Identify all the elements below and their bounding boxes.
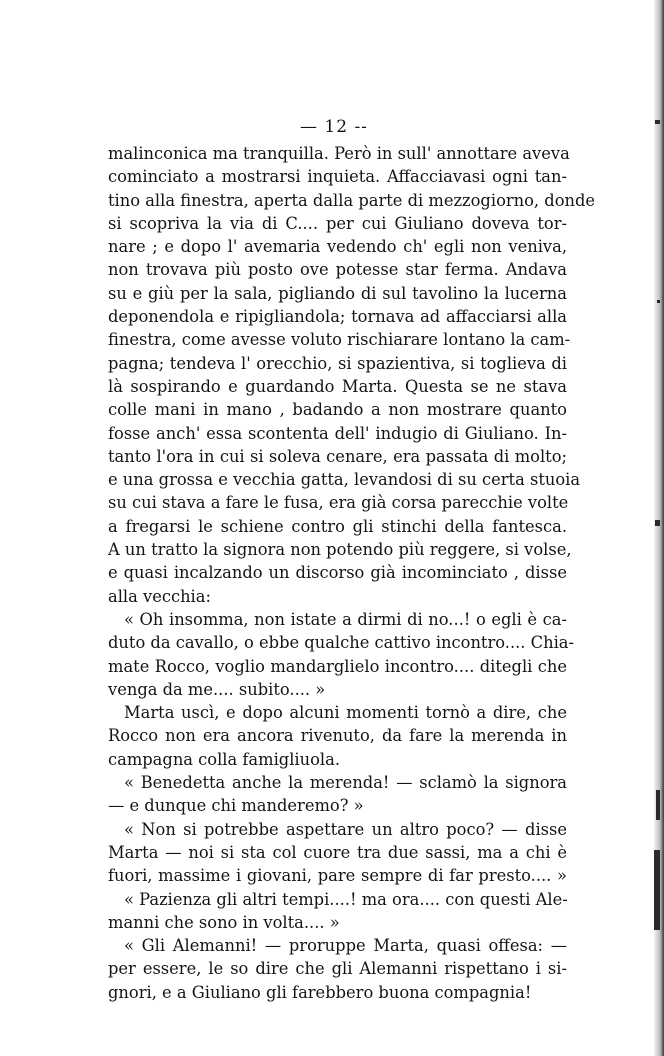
text-line: cominciato a mostrarsi inquieta. Affacciavasi ogni tan- [108, 167, 567, 187]
text-line: si scopriva la via di C.... per cui Giuliano doveva tor- [108, 213, 567, 233]
text-line: fuori, massime i giovani, pare sempre di far presto.... » [108, 866, 567, 886]
page-number: — 12 -‐ [300, 117, 368, 137]
text-line: tanto l'ora in cui si soleva cenare, era passata di molto; [108, 446, 567, 466]
text-line: per essere, le so dire che gli Alemanni rispettano i si- [108, 959, 567, 979]
text-line: — e dunque chi manderemo? » [108, 796, 364, 816]
text-line: pagna; tendeva l' orecchio, si spazientiva, si toglieva di [108, 353, 567, 373]
text-line: venga da me.... subito.... » [108, 679, 326, 699]
text-line: là sospirando e guardando Marta. Questa se ne stava [108, 376, 567, 396]
text-line: a fregarsi le schiene contro gli stinchi della fantesca. [108, 516, 567, 536]
edge-mark [655, 120, 660, 124]
text-line: su e giù per la sala, pigliando di sul tavolino la lucerna [108, 283, 567, 303]
text-line: alla vecchia: [108, 586, 211, 606]
text-line: non trovava più posto ove potesse star ferma. Andava [108, 260, 567, 280]
edge-mark [657, 300, 660, 303]
text-line: « Gli Alemanni! — proruppe Marta, quasi offesa: — [124, 936, 567, 956]
text-line: colle mani in mano , badando a non mostrare quanto [108, 400, 567, 420]
text-line: fosse anch' essa scontenta dell' indugio di Giuliano. In- [108, 423, 567, 443]
text-line: su cui stava a fare le fusa, era già corsa parecchie volte [108, 493, 569, 513]
text-line: mate Rocco, voglio mandarglielo incontro.... ditegli che [108, 656, 567, 676]
text-line: manni che sono in volta.... » [108, 912, 340, 932]
edge-mark [655, 520, 660, 526]
body-text [108, 142, 596, 1004]
text-line: tino alla finestra, aperta dalla parte di mezzogiorno, donde [108, 190, 596, 210]
text-line: « Benedetta anche la merenda! — sclamò la signora [124, 773, 567, 793]
text-line: A un tratto la signora non potendo più reggere, si volse, [108, 540, 572, 560]
text-line: « Pazienza gli altri tempi....! ma ora.... con questi Ale- [124, 889, 568, 909]
text-line: deponendola e ripigliandola; tornava ad affacciarsi alla [108, 307, 567, 327]
text-line: gnori, e a Giuliano gli farebbero buona compagnia! [108, 982, 532, 1002]
text-line: Rocco non era ancora rivenuto, da fare la merenda in [108, 726, 567, 746]
text-line: e una grossa e vecchia gatta, levandosi di su certa stuoia [108, 470, 581, 490]
text-line: Marta uscì, e dopo alcuni momenti tornò a dire, che [124, 703, 567, 723]
edge-mark [656, 790, 660, 820]
edge-mark [654, 850, 660, 930]
text-line: malinconica ma tranquilla. Però in sull' annottare aveva [108, 144, 570, 163]
text-line: Marta — noi si sta col cuore tra due sassi, ma a chi è [108, 842, 567, 862]
text-line: campagna colla famigliuola. [108, 749, 340, 769]
text-line: duto da cavallo, o ebbe qualche cattivo incontro.... Chia- [108, 633, 575, 653]
text-line: « Non si potrebbe aspettare un altro poco? — disse [124, 819, 567, 839]
text-line: finestra, come avesse voluto rischiarare lontano la cam- [108, 330, 571, 350]
text-line: « Oh insomma, non istate a dirmi di no...! o egli è ca- [124, 609, 567, 629]
text-line: nare ; e dopo l' avemaria vedendo ch' egli non veniva, [108, 237, 567, 257]
text-line: e quasi incalzando un discorso già incominciato , disse [108, 563, 567, 583]
